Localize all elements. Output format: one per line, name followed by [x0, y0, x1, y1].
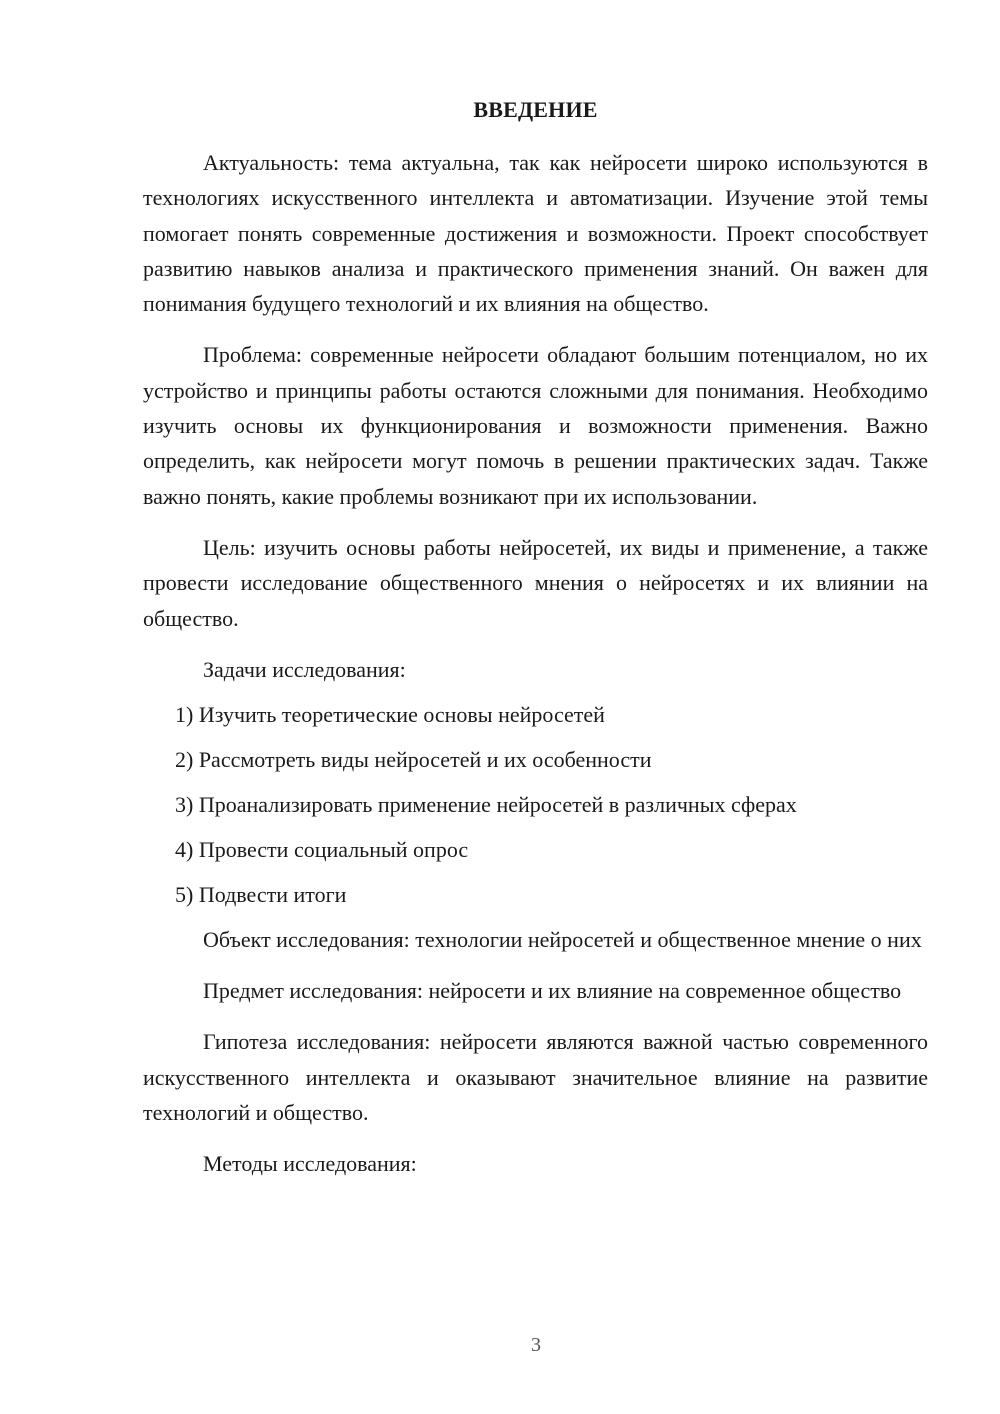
goal-paragraph: Цель: изучить основы работы нейросетей, их виды и применение, а также провести исследование общественного мнения о нейросетях и их влиянии на общество.	[143, 534, 928, 631]
hypothesis-paragraph: Гипотеза исследования: нейросети являются важной частью современного искусственного интеллекта и оказывают значительное влияние на развитие технологий и общество.	[143, 1029, 928, 1126]
relevance-paragraph: Актуальность: тема актуальна, так как нейросети широко используются в технологиях искусственного интеллекта и автоматизации. Изучение этой темы помогает понять современные достижения и возможности. Проект способствует развитию навыков анализа и практического применения знаний. Он важен для понимания будущего технологий и их влияния на общество.	[143, 150, 928, 317]
page-number: 3	[531, 1334, 541, 1356]
problem-paragraph: Проблема: современные нейросети обладают большим потенциалом, но их устройство и принципы работы остаются сложными для понимания. Необходимо изучить основы их функционирования и возможности применения. Важно определить, как нейросети могут помочь в решении практических задач. Также важно понять, какие проблемы возникают при их использовании.	[143, 342, 928, 509]
document-page	[143, 95, 928, 1191]
list-item: 1) Изучить теоретические основы нейросетей	[175, 701, 605, 727]
list-item: 3) Проанализировать применение нейросетей в различных сферах	[175, 791, 797, 817]
tasks-heading: Задачи исследования:	[203, 656, 406, 682]
list-item: 2) Рассмотреть виды нейросетей и их особенности	[175, 746, 652, 772]
object-paragraph: Объект исследования: технологии нейросетей и общественное мнение о них	[203, 926, 922, 952]
list-item: 5) Подвести итоги	[175, 881, 347, 907]
methods-heading: Методы исследования:	[203, 1151, 417, 1177]
list-item: 4) Провести социальный опрос	[175, 836, 469, 862]
page-title: ВВЕДЕНИЕ	[473, 97, 598, 122]
task-list	[143, 697, 928, 912]
subject-paragraph: Предмет исследования: нейросети и их влияние на современное общество	[203, 978, 902, 1004]
